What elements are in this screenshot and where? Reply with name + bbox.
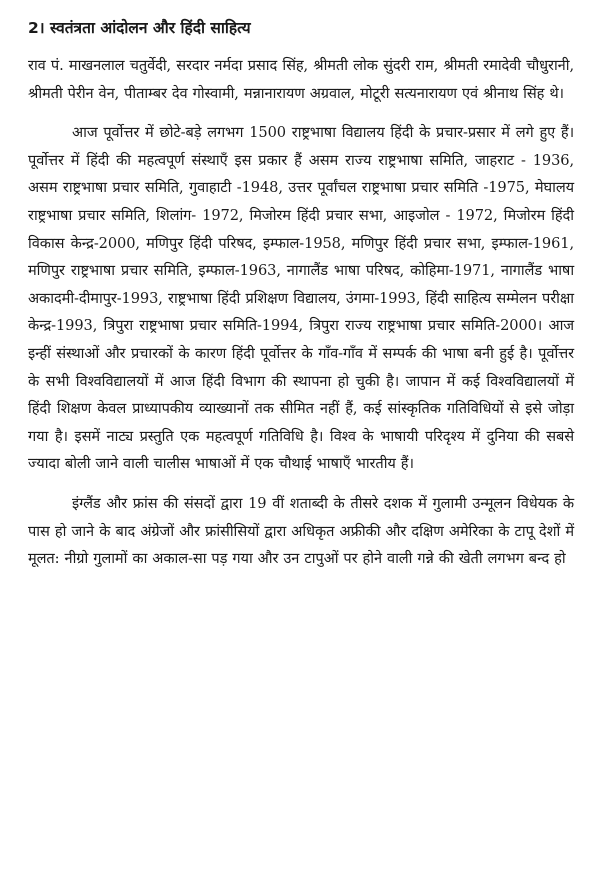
paragraph-1: राव पं. माखनलाल चतुर्वेदी, सरदार नर्मदा प्रसाद सिंह, श्रीमती लोक सुंदरी राम, श्रीमती रमादेवी चौधुरानी, श्रीमती पेरीन वेन, पीताम्बर देव गोस्वामी, मन्नानारायण अग्रवाल, मोटूरी सत्यनारायण एवं श्रीनाथ सिंह थे। <box>28 57 574 102</box>
section-heading: 2। स्वतंत्रता आंदोलन और हिंदी साहित्य <box>28 19 251 37</box>
paragraph-2: आज पूर्वोत्तर में छोटे-बड़े लगभग 1500 राष्ट्रभाषा विद्यालय हिंदी के प्रचार-प्रसार में लगे हुए हैं। पूर्वोत्तर में हिंदी की महत्वपूर्ण संस्थाएँ इस प्रकार हैं असम राज्य राष्ट्रभाषा समिति, जाहराट - 1936, असम राष्ट्रभाषा प्रचार समिति, गुवाहाटी -1948, उत्तर पूर्वांचल राष्ट्रभाषा प्रचार समिति -1975, मेघालय राष्ट्रभाषा प्रचार समिति, शिलांग- 1972, मिजोरम हिंदी प्रचार सभा, आइजोल - 1972, मिजोरम हिंदी विकास केन्द्र-2000, मणिपुर हिंदी परिषद, इम्फाल-1958, मणिपुर हिंदी प्रचार सभा, इम्फाल-1961, मणिपुर राष्ट्रभाषा प्रचार समिति, इम्फाल-1963, नागालैंड भाषा परिषद, कोहिमा-1971, नागालैंड भाषा अकादमी-दीमापुर-1993, राष्ट्रभाषा हिंदी प्रशिक्षण विद्यालय, उंगमा-1993, हिंदी साहित्य सम्मेलन परीक्षा केन्द्र-1993, त्रिपुरा राष्ट्रभाषा प्रचार समिति-1994, त्रिपुरा राज्य राष्ट्रभाषा प्रचार समिति-2000। आज इन्हीं संस्थाओं और प्रचारकों के कारण हिंदी पूर्वोत्तर के गाँव-गाँव में सम्पर्क की भाषा बनी हुई है। पूर्वोत्तर के सभी विश्वविद्यालयों में आज हिंदी विभाग की स्थापना हो चुकी है। जापान में कई विश्वविद्यालयों में हिंदी शिक्षण केवल प्राध्यापकीय व्याख्यानों तक सीमित नहीं हैं, कई सांस्कृतिक गतिविधियों से इसे जोड़ा गया है। इसमें नाट्य प्रस्तुति एक महत्वपूर्ण गतिविधि है। विश्व के भाषायी परिदृश्य में दुनिया की सबसे ज्यादा बोली जाने वाली चालीस भाषाओं में एक चौथाई भाषाएँ भारतीय हैं। <box>28 124 574 473</box>
paragraph-3: इंग्लैंड और फ्रांस की संसदों द्वारा 19 वीं शताब्दी के तीसरे दशक में गुलामी उन्मूलन विधेयक के पास हो जाने के बाद अंग्रेजों और फ्रांसीसियों द्वारा अधिकृत अफ्रीकी और दक्षिण अमेरिका के टापू देशों में मूलत: नीग्रो गुलामों का अकाल-सा पड़ गया और उन टापुओं पर होने वाली गन्ने की खेती लगभग बन्द हो <box>28 494 574 568</box>
